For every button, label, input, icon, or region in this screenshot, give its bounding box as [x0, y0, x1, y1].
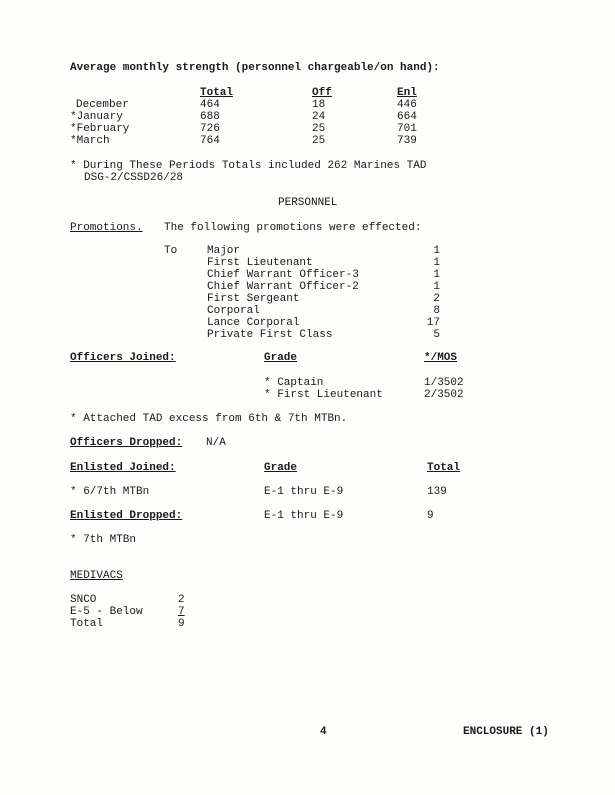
officers-joined-grade-header: Grade	[264, 352, 298, 364]
off-cell: 24	[312, 111, 326, 123]
medivac-count: 7	[178, 606, 185, 618]
enlisted-joined-unit: * 6/7th MTBn	[70, 486, 150, 498]
off-cell: 25	[312, 123, 326, 135]
enl-column-header: Enl	[397, 87, 417, 99]
officers-joined-mos: 1/3502	[424, 377, 464, 389]
enlisted-joined-total-header: Total	[427, 462, 461, 474]
enl-cell: 446	[397, 99, 417, 111]
rank-count: 1	[433, 281, 440, 293]
rank-label: First Lieutenant	[207, 257, 313, 269]
rank-count: 2	[433, 293, 440, 305]
month-cell: *March	[70, 135, 110, 147]
total-column-header: Total	[200, 87, 234, 99]
enlisted-joined-label: Enlisted Joined:	[70, 462, 176, 474]
personnel-heading: PERSONNEL	[278, 197, 338, 209]
medivac-count: 9	[178, 618, 185, 630]
enlisted-dropped-label: Enlisted Dropped:	[70, 510, 183, 522]
enl-cell: 701	[397, 123, 417, 135]
rank-count: 17	[426, 317, 440, 329]
officers-joined-mos: 2/3502	[424, 389, 464, 401]
medivacs-label: MEDIVACS	[70, 570, 123, 582]
medivac-category: E-5 - Below	[70, 606, 143, 618]
off-cell: 18	[312, 99, 326, 111]
officers-joined-grade: * First Lieutenant	[264, 389, 383, 401]
month-cell: *February	[70, 123, 130, 135]
officers-dropped-label: Officers Dropped:	[70, 437, 183, 449]
month-cell: *January	[70, 111, 123, 123]
total-cell: 464	[200, 99, 220, 111]
strength-note: * During These Periods Totals included 262 Marines TAD	[70, 160, 427, 172]
total-cell: 688	[200, 111, 220, 123]
strength-note-continued: DSG-2/CSSD26/28	[84, 172, 184, 184]
rank-label: Private First Class	[207, 329, 333, 341]
enclosure-label: ENCLOSURE (1)	[463, 726, 549, 738]
enlisted-dropped-total: 9	[427, 510, 434, 522]
officers-joined-mos-header: */MOS	[424, 352, 458, 364]
off-cell: 25	[312, 135, 326, 147]
promotions-to: To	[164, 245, 178, 257]
officers-joined-note: * Attached TAD excess from 6th & 7th MTBn.	[70, 413, 348, 425]
rank-count: 5	[433, 329, 440, 341]
medivac-count: 2	[178, 594, 185, 606]
total-cell: 726	[200, 123, 220, 135]
enl-cell: 664	[397, 111, 417, 123]
officers-joined-label: Officers Joined:	[70, 352, 176, 364]
rank-count: 1	[433, 245, 440, 257]
rank-count: 8	[433, 305, 440, 317]
rank-label: Corporal	[207, 305, 260, 317]
enlisted-dropped-grade: E-1 thru E-9	[264, 510, 344, 522]
off-column-header: Off	[312, 87, 332, 99]
enlisted-joined-total: 139	[427, 486, 447, 498]
enlisted-dropped-note: * 7th MTBn	[70, 534, 137, 546]
medivac-category: SNCO	[70, 594, 97, 606]
medivac-category: Total	[70, 618, 104, 630]
page-number: 4	[320, 726, 327, 738]
rank-count: 1	[433, 269, 440, 281]
strength-heading: Average monthly strength (personnel chargeable/on hand):	[70, 62, 440, 74]
rank-label: Lance Corporal	[207, 317, 300, 329]
rank-label: First Sergeant	[207, 293, 300, 305]
promotions-label: Promotions.	[70, 222, 143, 234]
promotions-text: The following promotions were effected:	[164, 222, 422, 234]
officers-dropped-value: N/A	[206, 437, 226, 449]
rank-label: Major	[207, 245, 241, 257]
enlisted-joined-grade-header: Grade	[264, 462, 298, 474]
total-cell: 764	[200, 135, 220, 147]
enl-cell: 739	[397, 135, 417, 147]
rank-label: Chief Warrant Officer-3	[207, 269, 359, 281]
month-cell: December	[76, 99, 129, 111]
rank-label: Chief Warrant Officer-2	[207, 281, 359, 293]
enlisted-joined-grade: E-1 thru E-9	[264, 486, 344, 498]
officers-joined-grade: * Captain	[264, 377, 324, 389]
rank-count: 1	[433, 257, 440, 269]
